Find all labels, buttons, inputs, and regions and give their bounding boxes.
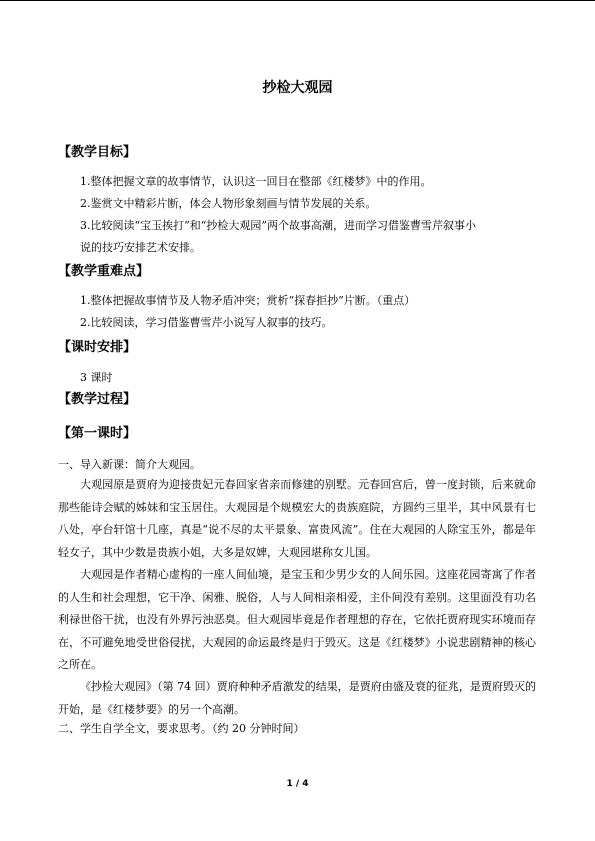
goal-item-2: 2.鉴赏文中精彩片断，体会人物形象刻画与情节发展的关系。 — [80, 197, 377, 210]
section-heading-lesson-1: 【第一课时】 — [58, 426, 137, 441]
page-number: 1 / 4 — [286, 779, 309, 789]
schedule-text: 3 课时 — [80, 371, 113, 384]
body-paragraph-1: 大观园原是贾府为迎接贵妃元春回家省亲而修建的别墅。元春回宫后，曾一度封锁，后来就命那些能诗会赋的姊妹和宝玉居住。大观园是个规模宏大的贵族庭院，方圆约三里半，其中风景有七八处，亭台轩馆十几座，真是“说不尽的太平景象、富贵风流”。住在大观园的人除宝玉外，都是年轻女子，其中少数是贵族小姐，大多是奴婢，大观园堪称女儿国。 — [58, 478, 536, 559]
section-heading-schedule: 【课时安排】 — [58, 340, 137, 355]
part-2-heading: 二、学生自学全文，要求思考。（约 20 分钟时间） — [58, 722, 305, 735]
key-point-item-2: 2.比较阅读，学习借鉴曹雪芹小说写人叙事的技巧。 — [80, 316, 333, 329]
part-1-heading: 一、导入新课：简介大观园。 — [58, 458, 201, 471]
section-heading-goals: 【教学目标】 — [58, 145, 137, 160]
section-heading-key-points: 【教学重难点】 — [58, 264, 150, 279]
goal-item-3-continued: 说的技巧安排艺术安排。 — [80, 241, 201, 254]
document-title: 抄检大观园 — [262, 80, 333, 96]
goal-item-3: 3.比较阅读“宝玉挨打”和“抄检大观园”两个故事高潮，进而学习借鉴曹雪芹叙事小 — [80, 219, 476, 232]
key-point-item-1: 1.整体把握故事情节及人物矛盾冲突；赏析“探春拒抄”片断。（重点） — [80, 294, 416, 307]
goal-item-1: 1.整体把握文章的故事情节，认识这一回目在整部《红楼梦》中的作用。 — [80, 175, 432, 188]
top-border-line — [0, 0, 595, 1]
body-paragraph-2: 大观园是作者精心虚构的一座人间仙境，是宝玉和少男少女的人间乐园。这座花园寄寓了作者的人生和社会理想，它干净、闲雅、脱俗，人与人间相亲相爱，主仆间没有差别。这里面没有功名利禄世俗干扰，也没有外界污浊恶臭。但大观园毕竟是作者理想的存在，它依托贾府现实环境而存在，不可避免地受世俗侵扰，大观园的命运最终是归于毁灭。这是《红楼梦》小说悲剧精神的核心之所在。 — [58, 568, 536, 672]
section-heading-process: 【教学过程】 — [58, 392, 137, 407]
body-paragraph-3: 《抄检大观园》（第 74 回）贾府种种矛盾激发的结果，是贾府由盛及衰的征兆，是贾府毁灭的开始，是《红楼梦要》的另一个高潮。 — [58, 680, 536, 716]
